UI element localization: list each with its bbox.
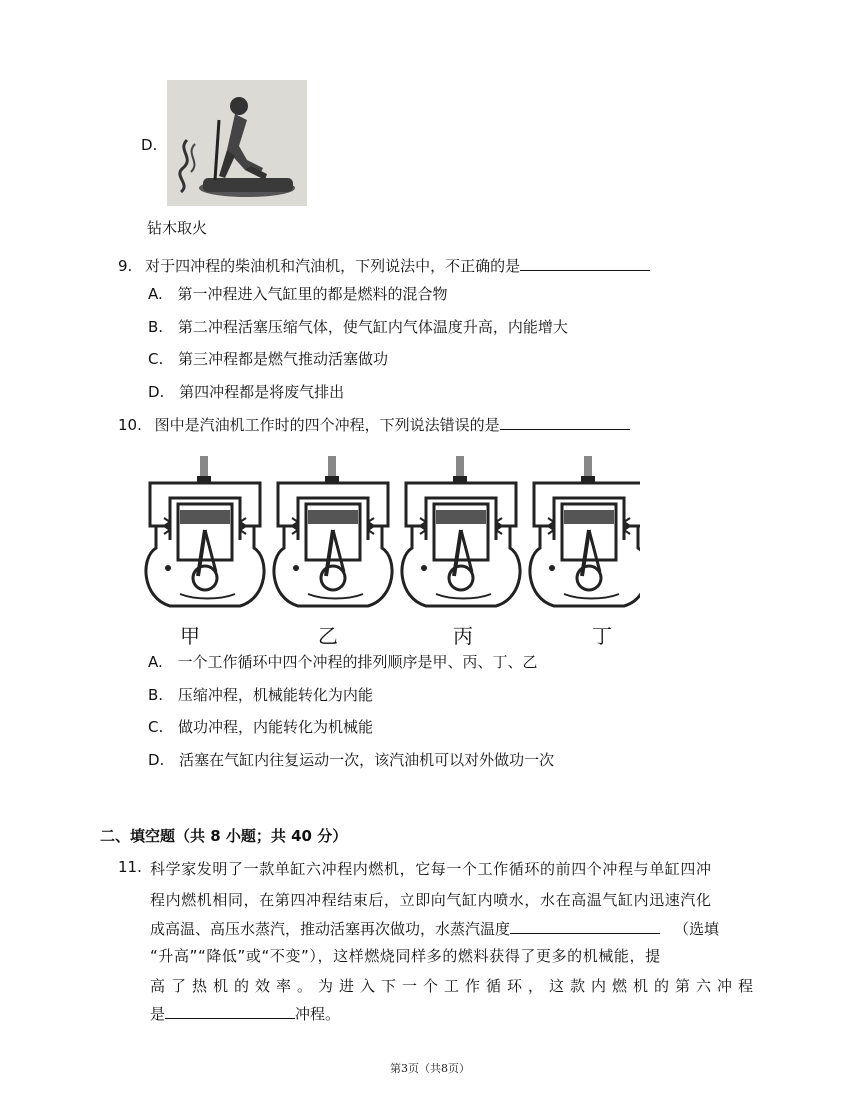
option-letter: C. (148, 718, 164, 736)
q10-stem (118, 414, 630, 435)
figure-label-yi: 乙 (318, 624, 338, 648)
engine-strokes-figure (140, 448, 640, 648)
option-text: 第三冲程都是燃气推动活塞做功 (178, 350, 389, 368)
q11-line1: 科学家发明了一款单缸六冲程内燃机，它每一个工作循环的前四个冲程与单缸四冲 (150, 860, 712, 878)
option-text: 一个工作循环中四个冲程的排列顺序是甲、丙、丁、乙 (177, 653, 538, 671)
figure-label-jia: 甲 (180, 624, 200, 648)
section-heading: 二、填空题（共 8 小题；共 40 分） (100, 827, 348, 845)
q10-option-d (148, 749, 554, 770)
option-text: 活塞在气缸内往复运动一次，该汽油机可以对外做功一次 (179, 751, 555, 769)
option-letter: C. (148, 350, 164, 368)
q8-option-d-caption: 钻木取火 (147, 219, 208, 237)
page-footer: 第3页（共8页） (390, 1062, 470, 1075)
q11-line4: “升高”“降低”或“不变”），这样燃烧同样多的燃料获得了更多的机械能，提 (150, 947, 661, 965)
q11-line5: 高了热机的效率。为进入下一个工作循环，这款内燃机的第六冲程 (150, 977, 760, 995)
q9-option-d (148, 381, 344, 402)
q11-line3 (150, 918, 719, 939)
q10-number: 10. (118, 416, 142, 434)
option-letter: B. (148, 318, 164, 336)
q11-line3-suffix: （选填 (674, 920, 720, 938)
q9-option-c (148, 348, 388, 369)
q8-option-d-image (167, 80, 307, 206)
option-letter: A. (148, 653, 163, 671)
q9-option-b (148, 316, 568, 337)
q11-line6-prefix: 是 (150, 1005, 166, 1023)
q11-line6 (150, 1003, 340, 1024)
option-letter: A. (148, 285, 163, 303)
q11-number: 11. (118, 858, 142, 876)
q10-option-b (148, 684, 373, 705)
q11-line2: 程内燃机相同，在第四冲程结束后，立即向气缸内喷水，水在高温气缸内迅速汽化 (150, 891, 712, 909)
q10-answer-blank[interactable] (500, 415, 630, 430)
option-text: 第二冲程活塞压缩气体，使气缸内气体温度升高，内能增大 (177, 318, 568, 336)
figure-label-ding: 丁 (592, 624, 612, 648)
q11-line6-suffix: 冲程。 (295, 1005, 341, 1023)
q11-line3-text: 成高温、高压水蒸汽，推动活塞再次做功，水蒸汽温度 (150, 920, 511, 938)
q9-option-a (148, 283, 448, 304)
q10-stem-text: 图中是汽油机工作时的四个冲程，下列说法错误的是 (154, 416, 500, 434)
q9-number: 9. (118, 257, 133, 275)
option-letter: B. (148, 686, 164, 704)
option-text: 做功冲程，内能转化为机械能 (178, 718, 374, 736)
q9-stem-text: 对于四冲程的柴油机和汽油机，下列说法中，不正确的是 (145, 257, 521, 275)
q9-stem (118, 255, 650, 276)
figure-label-bing: 丙 (453, 624, 473, 648)
option-text: 压缩冲程，机械能转化为内能 (177, 686, 373, 704)
fire-drill-figure (167, 80, 307, 206)
option-text: 第一冲程进入气缸里的都是燃料的混合物 (177, 285, 448, 303)
q10-option-a (148, 651, 538, 672)
q8-option-d-letter: D. (141, 136, 158, 154)
option-letter: D. (148, 383, 165, 401)
q11-blank-stroke[interactable] (165, 1004, 295, 1019)
option-text: 第四冲程都是将废气排出 (179, 383, 345, 401)
q11-blank-temperature[interactable] (510, 919, 660, 934)
q10-option-c (148, 716, 373, 737)
q9-answer-blank[interactable] (520, 256, 650, 271)
option-letter: D. (148, 751, 165, 769)
engine-strokes-svg (140, 448, 640, 648)
